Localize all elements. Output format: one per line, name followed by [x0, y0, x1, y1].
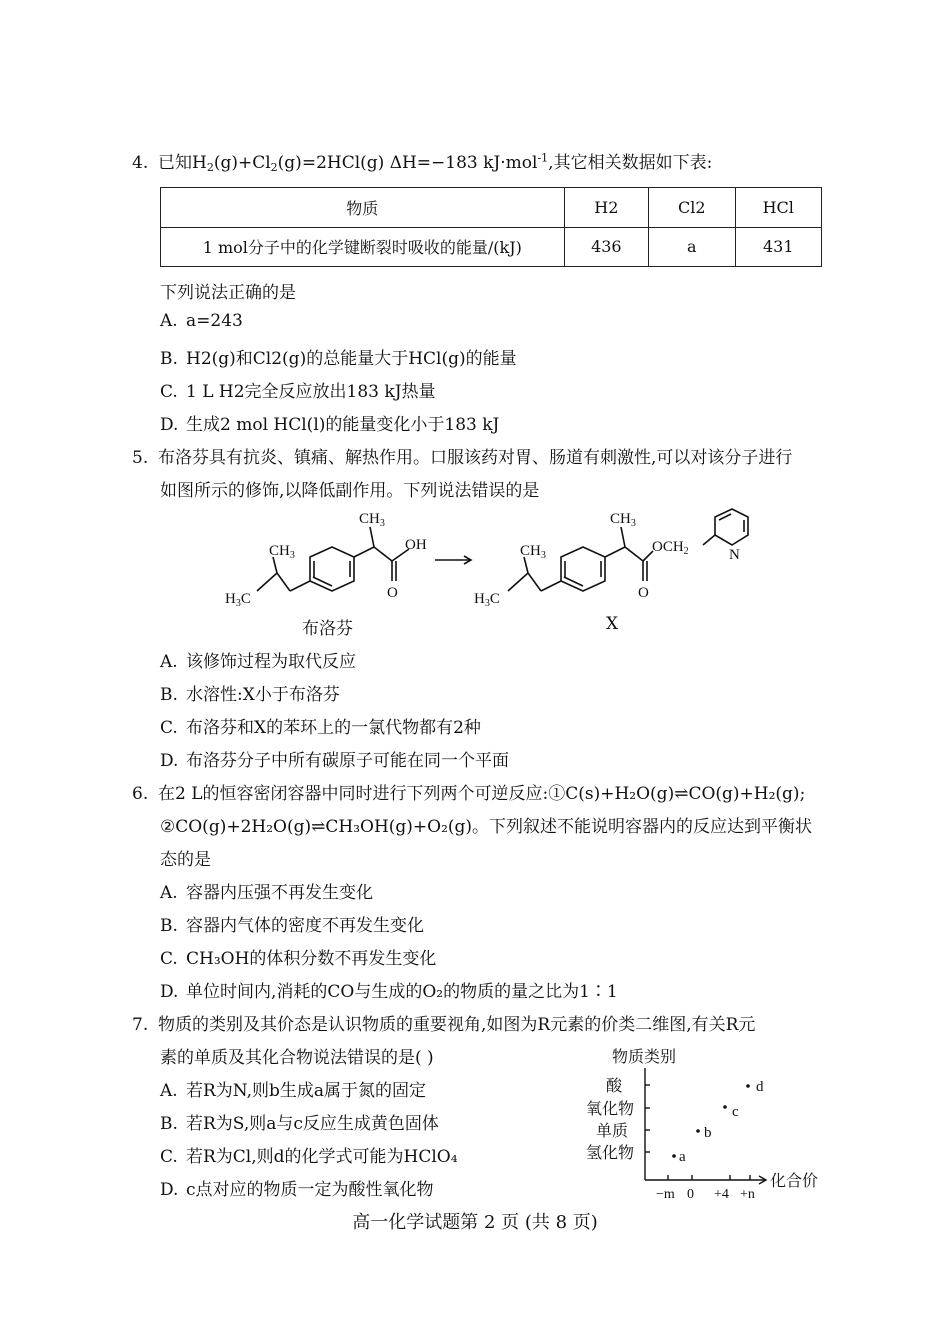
point-label: a: [679, 1149, 686, 1165]
x-axis-title: 化合价: [770, 1173, 819, 1190]
q5-option-d[interactable]: D. 布洛芬分子中所有碳原子可能在同一个平面: [160, 751, 509, 771]
q5-stem-line1: 5. 布洛芬具有抗炎、镇痛、解热作用。口服该药对胃、肠道有刺激性,可以对该分子进行: [132, 448, 793, 468]
table-header-cell: H2: [564, 188, 648, 228]
q4-option-a[interactable]: A. a=243: [160, 311, 243, 331]
q4-option-b[interactable]: B. H2(g)和Cl2(g)的总能量大于HCl(g)的能量: [160, 349, 517, 369]
hydroxyl-label: OH: [405, 537, 427, 553]
methyl-label: $H_3C$: [225, 591, 251, 609]
y-category-oxide: 氧化物: [586, 1101, 635, 1118]
y-category-acid: 酸: [606, 1078, 623, 1095]
q4-option-d[interactable]: D. 生成2 mol HCl(l)的能量变化小于183 kJ: [160, 415, 500, 435]
q6-option-b[interactable]: B. 容器内气体的密度不再发生变化: [160, 916, 424, 936]
point-d: [746, 1084, 750, 1088]
q5-option-c[interactable]: C. 布洛芬和X的苯环上的一氯代物都有2种: [160, 718, 481, 738]
q5-structure-diagram: [215, 505, 785, 645]
q6-stem-line2: ②CO(g)+2H₂O(g)⇌CH₃OH(g)+O₂(g)。下列叙述不能说明容器内的反应达到平衡状: [160, 817, 813, 837]
page-footer: 高一化学试题第 2 页 (共 8 页): [352, 1212, 598, 1233]
q6-stem-line3: 态的是: [160, 850, 211, 870]
point-label: c: [732, 1104, 739, 1120]
q6-option-d[interactable]: D. 单位时间内,消耗的CO与生成的O₂的物质的量之比为1∶1: [160, 982, 618, 1002]
pyridine-ring: [715, 509, 748, 545]
table-cell: 436: [564, 227, 648, 267]
table-row: [161, 227, 822, 267]
y-category-hydride: 氢化物: [586, 1145, 635, 1162]
q7-option-a[interactable]: A. 若R为N,则b生成a属于氮的固定: [160, 1081, 427, 1101]
methyl-label: $CH_3$: [520, 543, 546, 561]
table-header-cell: HCl: [735, 188, 821, 228]
y-category-element: 单质: [596, 1123, 629, 1140]
carbonyl-o-label: O: [387, 585, 398, 601]
q7-stem-line1: 7. 物质的类别及其价态是认识物质的重要视角,如图为R元素的价类二维图,有关R元: [132, 1015, 756, 1035]
methyl-label: $CH_3$: [269, 543, 295, 561]
mol-name-x: X: [606, 614, 619, 634]
q7-valence-class-diagram: [580, 1040, 830, 1205]
x-tick-label: +4: [714, 1187, 729, 1202]
x-tick-label: −m: [656, 1187, 675, 1202]
table-cell: a: [649, 227, 735, 267]
point-label: d: [756, 1079, 764, 1095]
q6-option-c[interactable]: C. CH₃OH的体积分数不再发生变化: [160, 949, 437, 969]
carbonyl-o-label: O: [638, 585, 649, 601]
methyl-label: $CH_3$: [610, 511, 636, 529]
y-axis-title: 物质类别: [612, 1049, 677, 1066]
table-cell: 431: [735, 227, 821, 267]
q5-option-b[interactable]: B. 水溶性:X小于布洛芬: [160, 685, 340, 705]
q4-data-table: [160, 187, 822, 267]
q7-stem-line2: 素的单质及其化合物说法错误的是( ): [160, 1048, 434, 1068]
methyl-label: $CH_3$: [359, 511, 385, 529]
table-header-cell: Cl2: [649, 188, 735, 228]
q7-option-d[interactable]: D. c点对应的物质一定为酸性氧化物: [160, 1180, 434, 1200]
benzene-ring: [561, 547, 605, 591]
benzene-ring: [310, 547, 354, 591]
nitrogen-label: N: [729, 547, 740, 563]
q5-option-a[interactable]: A. 该修饰过程为取代反应: [160, 652, 356, 672]
point-label: b: [704, 1125, 712, 1141]
x-tick-label: 0: [687, 1187, 694, 1202]
ester-label: $OCH_2$: [652, 539, 689, 557]
q6-option-a[interactable]: A. 容器内压强不再发生变化: [160, 883, 373, 903]
x-tick-label: +n: [740, 1187, 755, 1202]
q7-option-b[interactable]: B. 若R为S,则a与c反应生成黄色固体: [160, 1114, 439, 1134]
table-header-cell: 物质: [161, 188, 565, 228]
q7-option-c[interactable]: C. 若R为Cl,则d的化学式可能为HClO₄: [160, 1147, 458, 1167]
q4-stem: 4. 已知$H_2(g)+Cl_2(g)=2HCl(g)$ ΔH=−183 kJ·mol$^{-1}$,其它相关数据如下表:: [132, 151, 713, 174]
point-c: [723, 1105, 727, 1109]
methyl-label: $H_3C$: [474, 591, 500, 609]
mol-name-ibuprofen: 布洛芬: [302, 619, 353, 639]
point-b: [696, 1129, 700, 1133]
table-header-row: [161, 188, 822, 228]
q4-option-c[interactable]: C. 1 L H2完全反应放出183 kJ热量: [160, 382, 436, 402]
q4-prompt: 下列说法正确的是: [160, 283, 296, 303]
q6-stem-line1: 6. 在2 L的恒容密闭容器中同时进行下列两个可逆反应:①C(s)+H₂O(g)⇌CO(g)+H₂(g);: [132, 784, 806, 804]
q5-stem-line2: 如图所示的修饰,以降低副作用。下列说法错误的是: [160, 481, 540, 501]
table-row-label: 1 mol分子中的化学键断裂时吸收的能量/(kJ): [161, 227, 565, 267]
point-a: [672, 1154, 676, 1158]
